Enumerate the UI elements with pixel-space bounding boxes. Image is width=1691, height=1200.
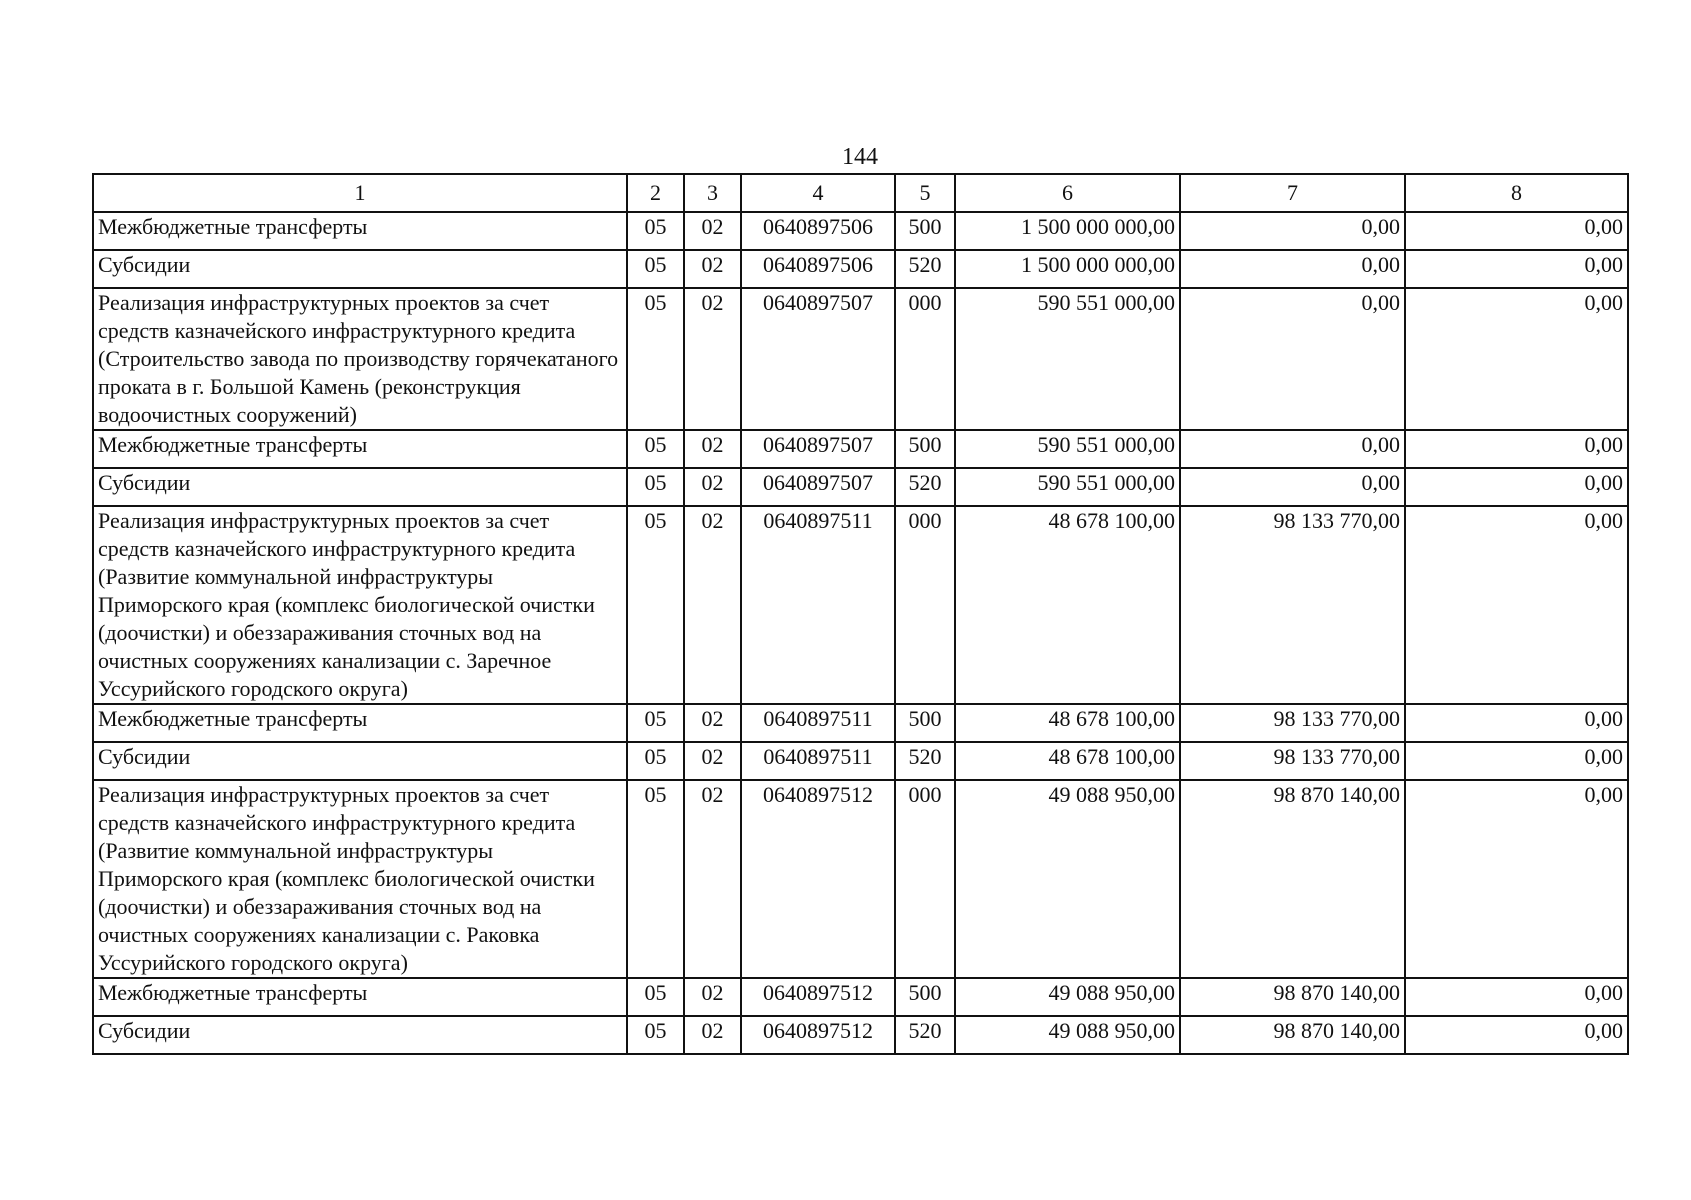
amount-col7: 98 133 770,00 [1180,704,1405,742]
amount-col8: 0,00 [1405,978,1628,1016]
amount-col8: 0,00 [1405,250,1628,288]
subsection-code: 02 [684,430,741,468]
expense-type-code: 500 [895,704,955,742]
table-row [93,250,1628,288]
expense-type-code: 520 [895,742,955,780]
amount-col7: 98 870 140,00 [1180,780,1405,978]
expense-type-code: 520 [895,468,955,506]
column-header: 4 [741,174,895,212]
amount-col8: 0,00 [1405,288,1628,430]
page-number: 144 [842,144,878,170]
amount-col7: 0,00 [1180,288,1405,430]
subsection-code: 02 [684,250,741,288]
expense-type-code: 000 [895,288,955,430]
amount-col6: 48 678 100,00 [955,506,1180,704]
target-article-code: 0640897506 [741,250,895,288]
table-row [93,978,1628,1016]
subsection-code: 02 [684,780,741,978]
amount-col8: 0,00 [1405,742,1628,780]
amount-col6: 48 678 100,00 [955,742,1180,780]
amount-col6: 48 678 100,00 [955,704,1180,742]
row-name: Субсидии [93,468,627,506]
amount-col6: 590 551 000,00 [955,430,1180,468]
row-name: Межбюджетные трансферты [93,212,627,250]
amount-col8: 0,00 [1405,212,1628,250]
row-name: Межбюджетные трансферты [93,430,627,468]
target-article-code: 0640897511 [741,704,895,742]
target-article-code: 0640897511 [741,742,895,780]
amount-col7: 0,00 [1180,468,1405,506]
subsection-code: 02 [684,704,741,742]
amount-col7: 98 870 140,00 [1180,1016,1405,1054]
expense-type-code: 520 [895,1016,955,1054]
amount-col7: 98 870 140,00 [1180,978,1405,1016]
section-code: 05 [627,742,684,780]
expense-type-code: 000 [895,780,955,978]
amount-col8: 0,00 [1405,430,1628,468]
column-header: 6 [955,174,1180,212]
section-code: 05 [627,468,684,506]
header-row [93,174,1628,212]
table-row [93,468,1628,506]
amount-col6: 1 500 000 000,00 [955,250,1180,288]
amount-col6: 49 088 950,00 [955,978,1180,1016]
amount-col8: 0,00 [1405,1016,1628,1054]
column-header: 2 [627,174,684,212]
target-article-code: 0640897512 [741,1016,895,1054]
target-article-code: 0640897507 [741,468,895,506]
subsection-code: 02 [684,468,741,506]
subsection-code: 02 [684,742,741,780]
amount-col7: 0,00 [1180,212,1405,250]
column-header: 7 [1180,174,1405,212]
section-code: 05 [627,506,684,704]
section-code: 05 [627,430,684,468]
amount-col7: 0,00 [1180,430,1405,468]
column-header: 3 [684,174,741,212]
table-row [93,288,1628,430]
target-article-code: 0640897511 [741,506,895,704]
table-row [93,742,1628,780]
column-header: 1 [93,174,627,212]
table-row [93,506,1628,704]
amount-col8: 0,00 [1405,468,1628,506]
row-name: Реализация инфраструктурных проектов за счет средств казначейского инфраструктурного кредита (Строительство завода по производству горячекатаного проката в г. Большой Камень (реконструкция водоочистных сооружений) [93,288,627,430]
section-code: 05 [627,1016,684,1054]
row-name: Реализация инфраструктурных проектов за счет средств казначейского инфраструктурного кредита (Развитие коммунальной инфраструктуры Приморского края (комплекс биологической очистки (доочистки) и обеззараживания сточных вод на очистных сооружениях канализации с. Раковка Уссурийского городского округа) [93,780,627,978]
row-name: Субсидии [93,742,627,780]
amount-col6: 590 551 000,00 [955,288,1180,430]
section-code: 05 [627,212,684,250]
target-article-code: 0640897512 [741,780,895,978]
row-name: Субсидии [93,1016,627,1054]
budget-table [92,173,1629,1055]
table-row [93,704,1628,742]
expense-type-code: 500 [895,430,955,468]
target-article-code: 0640897507 [741,430,895,468]
expense-type-code: 000 [895,506,955,704]
amount-col7: 98 133 770,00 [1180,506,1405,704]
subsection-code: 02 [684,288,741,430]
row-name: Субсидии [93,250,627,288]
amount-col8: 0,00 [1405,780,1628,978]
subsection-code: 02 [684,1016,741,1054]
amount-col8: 0,00 [1405,506,1628,704]
subsection-code: 02 [684,212,741,250]
amount-col6: 49 088 950,00 [955,1016,1180,1054]
section-code: 05 [627,288,684,430]
expense-type-code: 500 [895,212,955,250]
amount-col7: 0,00 [1180,250,1405,288]
row-name: Межбюджетные трансферты [93,978,627,1016]
section-code: 05 [627,704,684,742]
amount-col8: 0,00 [1405,704,1628,742]
table-row [93,212,1628,250]
section-code: 05 [627,780,684,978]
expense-type-code: 500 [895,978,955,1016]
subsection-code: 02 [684,978,741,1016]
column-header: 8 [1405,174,1628,212]
table-row [93,780,1628,978]
target-article-code: 0640897512 [741,978,895,1016]
table-row [93,430,1628,468]
expense-type-code: 520 [895,250,955,288]
target-article-code: 0640897507 [741,288,895,430]
section-code: 05 [627,250,684,288]
section-code: 05 [627,978,684,1016]
subsection-code: 02 [684,506,741,704]
row-name: Реализация инфраструктурных проектов за счет средств казначейского инфраструктурного кредита (Развитие коммунальной инфраструктуры Приморского края (комплекс биологической очистки (доочистки) и обеззараживания сточных вод на очистных сооружениях канализации с. Заречное Уссурийского городского округа) [93,506,627,704]
amount-col6: 590 551 000,00 [955,468,1180,506]
amount-col6: 49 088 950,00 [955,780,1180,978]
column-header: 5 [895,174,955,212]
amount-col7: 98 133 770,00 [1180,742,1405,780]
table-row [93,1016,1628,1054]
amount-col6: 1 500 000 000,00 [955,212,1180,250]
target-article-code: 0640897506 [741,212,895,250]
row-name: Межбюджетные трансферты [93,704,627,742]
